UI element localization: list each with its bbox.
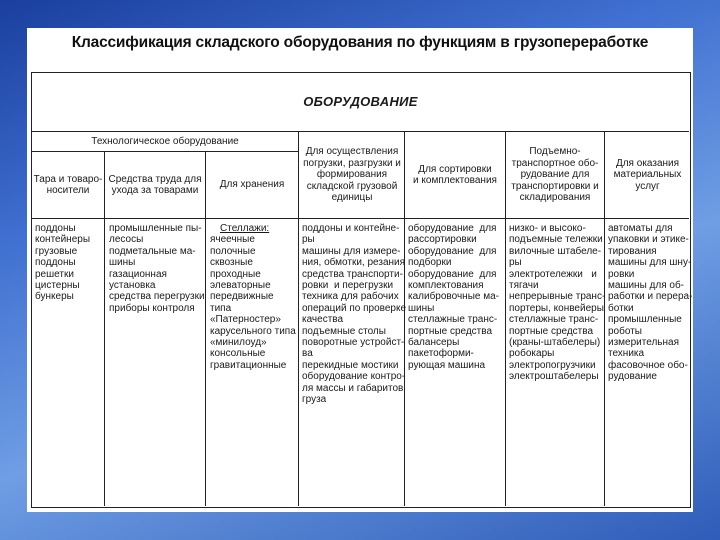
list-item: ния, обмотки, резания [302, 257, 406, 269]
item-list [608, 223, 693, 383]
list-item: средства перегрузки [109, 291, 205, 303]
list-item: лесосы [109, 234, 144, 246]
list-item: поворотные устройст- [302, 337, 405, 349]
list-item: ва [302, 348, 313, 360]
list-item: робокары [509, 348, 555, 360]
list-item: оборудование контро- [302, 371, 406, 383]
equipment-header: ОБОРУДОВАНИЕ [303, 94, 418, 110]
list-item: упаковки и этике- [608, 234, 689, 246]
list-item: подметальные ма- [109, 245, 196, 257]
table-divider [32, 151, 298, 152]
list-item: машины для измере- [302, 245, 401, 257]
list-item: пакетоформи- [408, 348, 474, 360]
table-divider [32, 218, 689, 219]
list-item: стеллажные транс- [408, 314, 498, 326]
list-item: рудование [608, 371, 657, 383]
list-item: низко- и высоко- [509, 223, 586, 234]
list-item: ры [302, 234, 315, 246]
slide-title: Классификация складского оборудования по функциям в грузопереработке [71, 34, 649, 51]
list-item: балансеры [408, 337, 460, 349]
table-divider [32, 131, 689, 132]
list-item: «минилоуд» [210, 337, 267, 349]
column-header-lifting: Подъемно- транспортное обо- рудование для транспортировки и складирования [511, 146, 599, 204]
cell-tara [35, 223, 103, 303]
list-item: тягачи [509, 280, 539, 292]
cell-sorting [408, 223, 504, 371]
cell-storage [210, 223, 298, 371]
list-item: промышленные пы- [109, 223, 202, 234]
list-item: бункеры [35, 291, 74, 303]
list-item: приборы контроля [109, 302, 195, 314]
list-item: ровки [608, 268, 635, 280]
group-header-technological: Технологическое оборудование [91, 136, 239, 148]
list-item: ры [509, 257, 522, 269]
list-item: калибровочные ма- [408, 291, 499, 303]
list-item: шины [109, 257, 136, 269]
list-item: элеваторные [210, 280, 271, 292]
cell-care [109, 223, 204, 314]
list-item: поддоны [35, 223, 76, 234]
list-item: качества [302, 314, 344, 326]
list-item: поддоны и контейне- [302, 223, 400, 234]
list-item: машины для шну- [608, 257, 692, 269]
list-item: средства транспорти- [302, 268, 403, 280]
list-item: решетки [35, 268, 74, 280]
list-item: цистерны [35, 280, 80, 292]
item-list [35, 223, 103, 303]
list-item: установка [109, 280, 156, 292]
list-item: (краны-штабелеры) [509, 337, 601, 349]
list-item: грузовые [35, 245, 78, 257]
slide [27, 28, 693, 512]
column-header-transport: Для осуществления погрузки, разгрузки и формирования складской грузовой единицы [303, 146, 401, 204]
list-item: электротележки и [509, 268, 597, 280]
list-item: поддоны [35, 257, 76, 269]
classification-table [31, 72, 691, 508]
list-item: консольные [210, 348, 266, 360]
list-item: контейнеры [35, 234, 91, 246]
list-item: типа [210, 302, 232, 314]
list-item: техника [608, 348, 645, 360]
list-item: полочные [210, 245, 256, 257]
list-item: оборудование для [408, 268, 497, 280]
list-item: подъемные тележки [509, 234, 603, 246]
list-item: «Патерностер» [210, 314, 281, 326]
list-item: оборудование для [408, 223, 497, 234]
item-list [408, 223, 504, 371]
list-item: непрерывные транс- [509, 291, 606, 303]
column-header-care: Средства труда для ухода за товарами [108, 173, 202, 196]
list-item: комплектования [408, 280, 484, 292]
list-item: ровки и перегрузки [302, 280, 394, 292]
cell-services [608, 223, 693, 383]
list-item: подъемные столы [302, 325, 386, 337]
list-item: шины [408, 302, 435, 314]
list-item: ботки [608, 302, 634, 314]
list-item: ячеечные [210, 234, 255, 246]
table-divider [205, 151, 206, 506]
list-item: работки и перера- [608, 291, 693, 303]
list-item: передвижные [210, 291, 274, 303]
list-item: ля массы и габаритов [302, 382, 404, 394]
list-item: груза [302, 394, 327, 406]
list-item: проходные [210, 268, 261, 280]
list-item: перекидные мостики [302, 359, 399, 371]
list-item: техника для рабочих [302, 291, 399, 303]
list-item: портные средства [509, 325, 594, 337]
item-list [109, 223, 204, 314]
list-item: машины для об- [608, 280, 685, 292]
table-divider [604, 131, 605, 506]
item-list [210, 234, 298, 371]
item-list [302, 223, 407, 406]
list-item: гравитационные [210, 359, 287, 371]
list-item: портеры, конвейеры [509, 302, 604, 314]
column-header-tara: Тара и товаро- носители [33, 173, 103, 196]
list-item: электропогрузчики [509, 359, 596, 371]
table-divider [298, 131, 299, 506]
column-header-services: Для оказания материальных услуг [613, 157, 682, 192]
list-item: рующая машина [408, 359, 486, 371]
storage-heading: Стеллажи: [220, 223, 270, 234]
list-item: роботы [608, 325, 642, 337]
list-item: сквозные [210, 257, 253, 269]
list-item: измерительная [608, 337, 679, 349]
list-item: тирования [608, 245, 657, 257]
list-item: подборки [408, 257, 452, 269]
list-item: карусельного типа [210, 325, 296, 337]
column-header-storage: Для хранения [219, 179, 285, 191]
list-item: автоматы для [608, 223, 673, 234]
list-item: фасовочное обо- [608, 359, 688, 371]
table-divider [404, 131, 405, 506]
list-item: оборудование для [408, 245, 497, 257]
list-item: промышленные [608, 314, 682, 326]
list-item: вилочные штабеле- [509, 245, 602, 257]
cell-transport [302, 223, 407, 406]
column-header-sorting: Для сортировки и комплектования [413, 163, 497, 186]
list-item: портные средства [408, 325, 493, 337]
list-item: рассортировки [408, 234, 477, 246]
table-divider [104, 151, 105, 506]
item-list [509, 223, 604, 383]
list-item: газационная [109, 268, 167, 280]
list-item: электроштабелеры [509, 371, 599, 383]
list-item: стеллажные транс- [509, 314, 599, 326]
table-divider [505, 131, 506, 506]
list-item: операций по проверке [302, 302, 407, 314]
cell-lifting [509, 223, 604, 383]
